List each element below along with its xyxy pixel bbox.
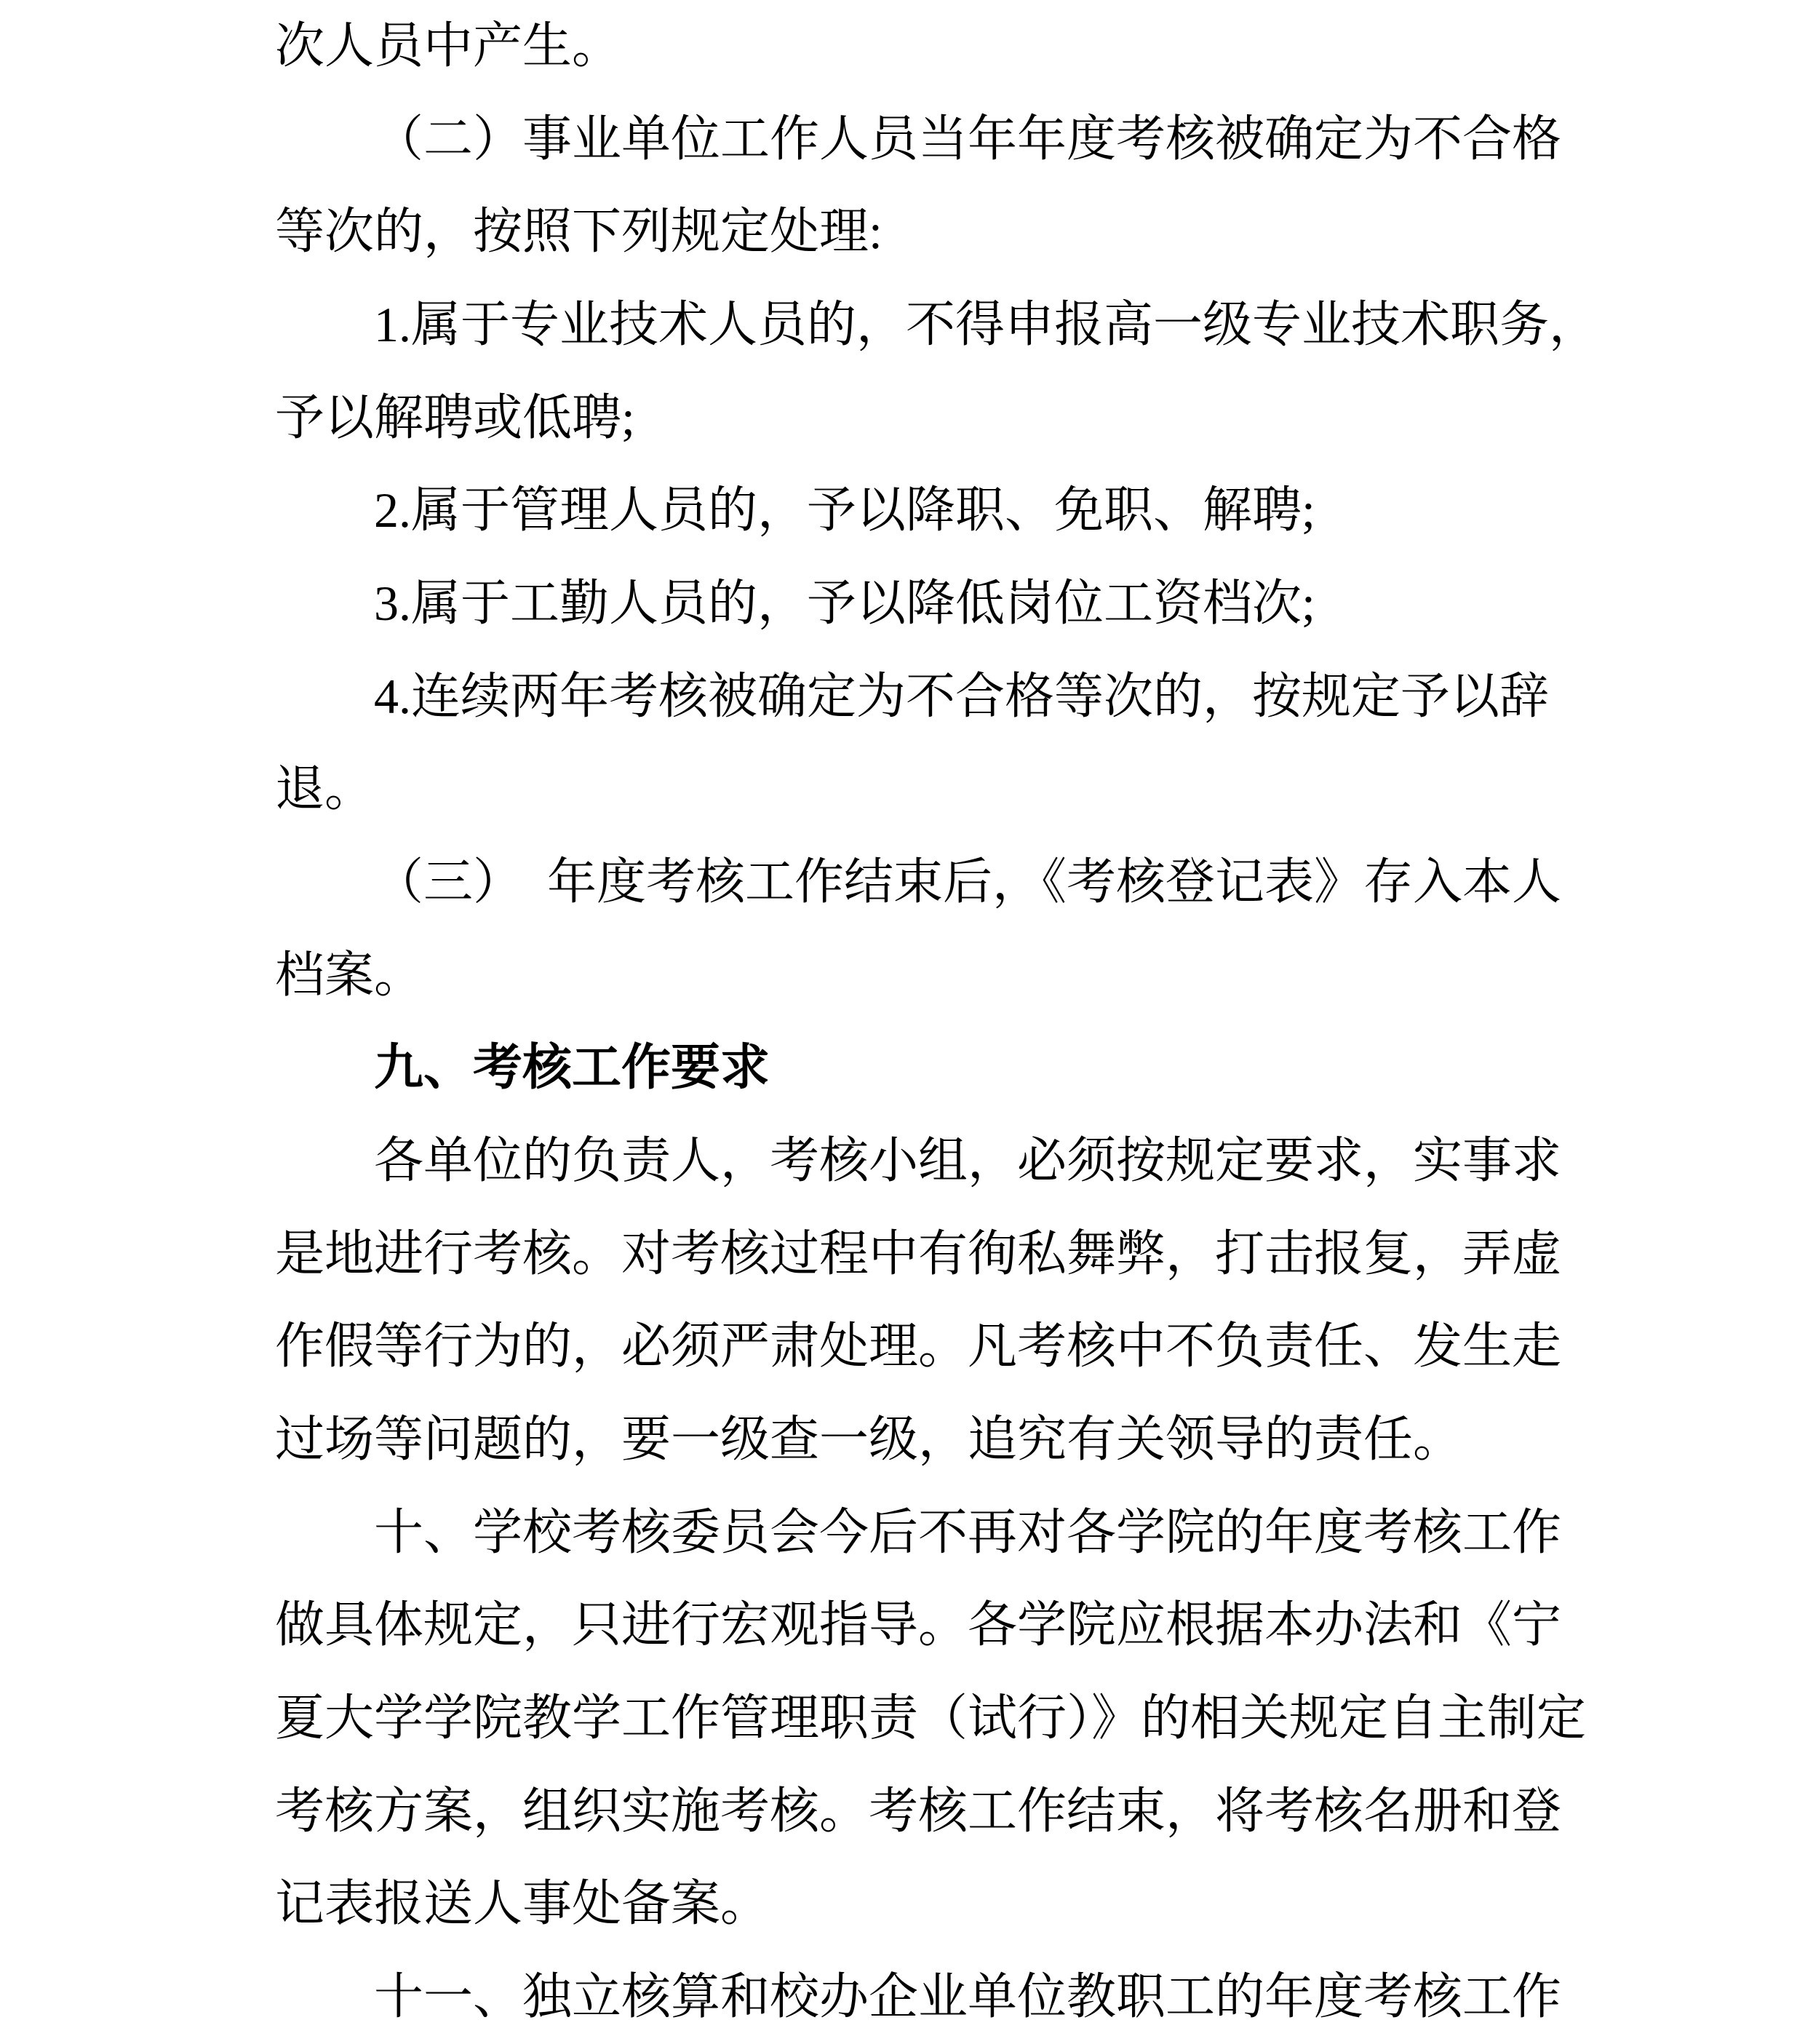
document-text-block — [275, 0, 1599, 2044]
document-line: 2.属于管理人员的，予以降职、免职、解聘; — [374, 482, 1315, 538]
document-line: 夏大学学院教学工作管理职责（试行）》的相关规定自主制定 — [275, 1690, 1587, 1746]
document-line: 是地进行考核。对考核过程中有徇私舞弊，打击报复，弄虚 — [275, 1225, 1562, 1281]
document-line: 记表报送人事处备案。 — [275, 1876, 770, 1932]
document-line: 3.属于工勤人员的，予以降低岗位工资档次; — [374, 576, 1315, 632]
document-line: 作假等行为的，必须严肃处理。凡考核中不负责任、发生走 — [275, 1319, 1562, 1375]
document-line: 做具体规定，只进行宏观指导。各学院应根据本办法和《宁 — [275, 1597, 1562, 1653]
document-line: 1.属于专业技术人员的，不得申报高一级专业技术职务， — [374, 297, 1599, 353]
document-line: 过场等问题的，要一级查一级，追究有关领导的责任。 — [275, 1412, 1463, 1468]
document-line: （三） 年度考核工作结束后，《考核登记表》存入本人 — [374, 854, 1562, 910]
document-line: 等次的，按照下列规定处理: — [275, 204, 882, 260]
document-line: 各单位的负责人，考核小组，必须按规定要求，实事求 — [374, 1133, 1562, 1189]
document-line: 考核方案，组织实施考核。考核工作结束，将考核名册和登 — [275, 1783, 1562, 1839]
document-line: 档案。 — [275, 947, 424, 1003]
document-line: （二）事业单位工作人员当年年度考核被确定为不合格 — [374, 111, 1562, 167]
document-line: 十、学校考核委员会今后不再对各学院的年度考核工作 — [374, 1504, 1562, 1560]
document-line: 退。 — [275, 761, 375, 817]
document-line: 十一、独立核算和校办企业单位教职工的年度考核工作 — [374, 1969, 1562, 2025]
document-line: 予以解聘或低聘; — [275, 389, 635, 445]
section-heading: 九、考核工作要求 — [374, 1040, 770, 1096]
document-line: 4.连续两年考核被确定为不合格等次的，按规定予以辞 — [374, 668, 1550, 724]
document-line: 次人员中产生。 — [275, 18, 622, 73]
